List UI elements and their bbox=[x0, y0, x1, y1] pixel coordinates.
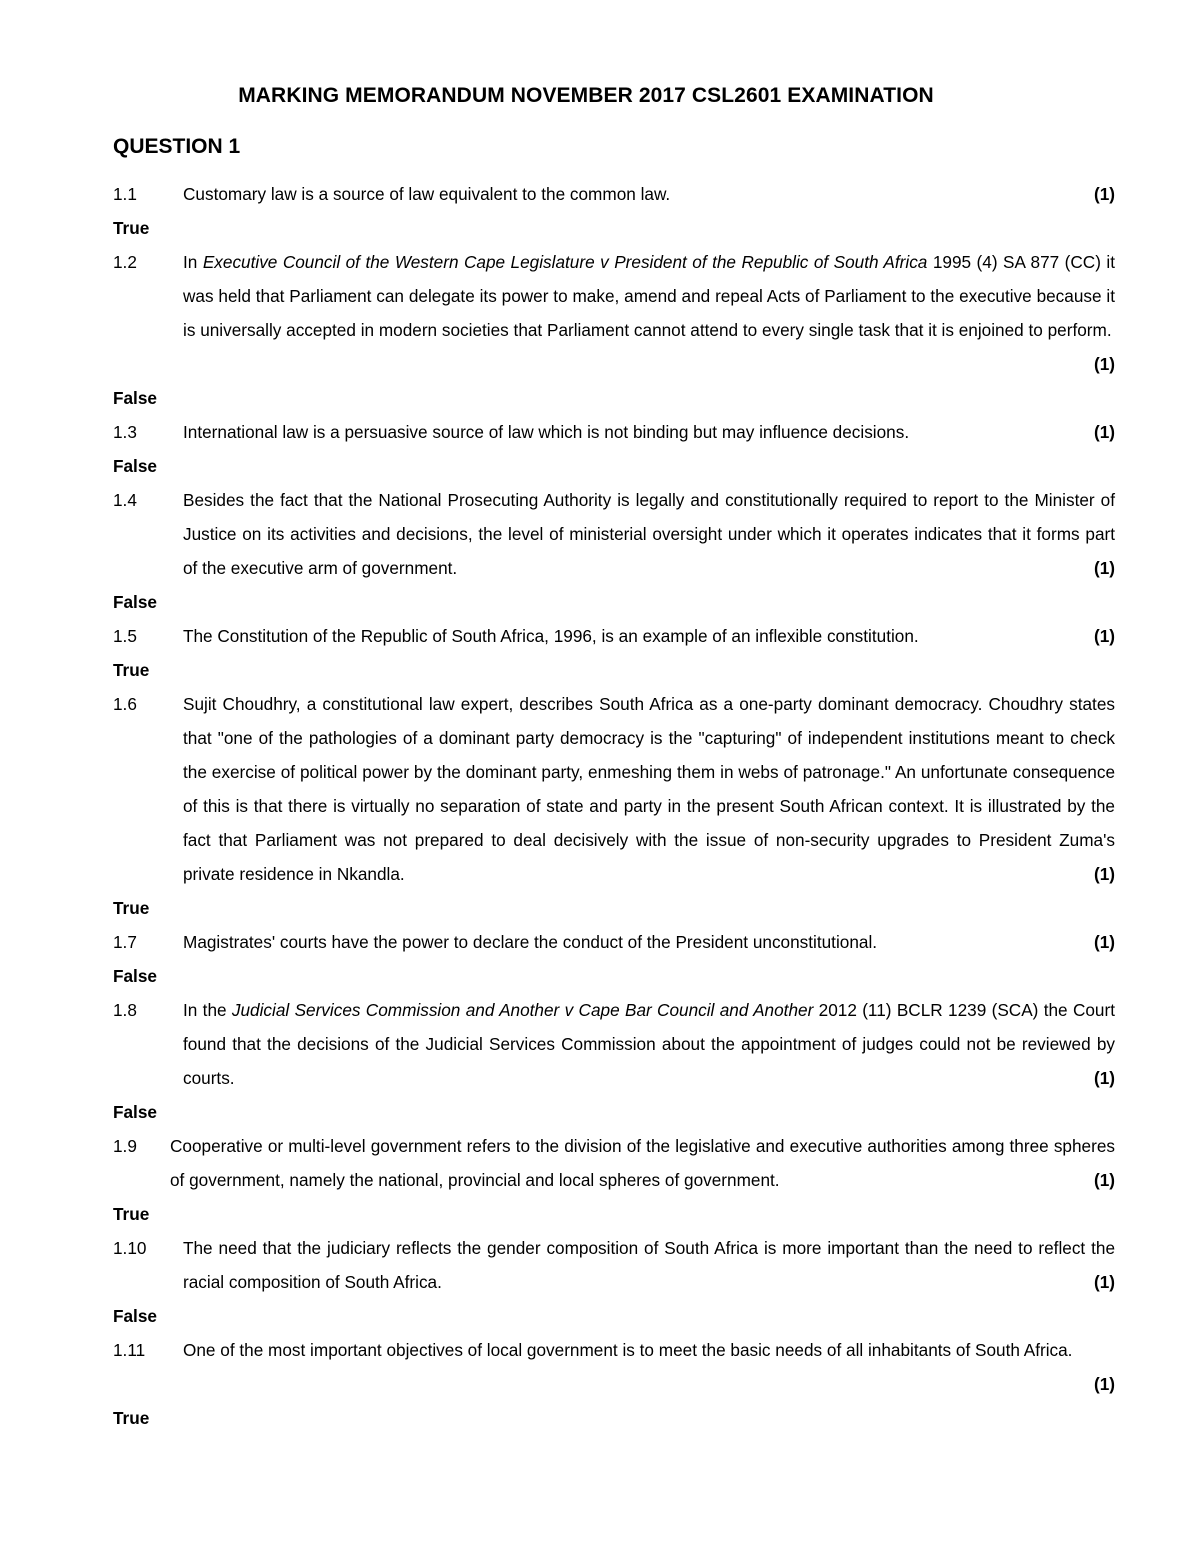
question-mark: (1) bbox=[1093, 558, 1115, 578]
case-name: Judicial Services Commission and Another v Cape Bar Council and Another bbox=[231, 1000, 814, 1020]
question-mark: (1) bbox=[1093, 932, 1115, 952]
question-number: 1.11 bbox=[113, 1340, 146, 1360]
question-text: Sujit Choudhry, a constitutional law expert, describes South Africa as a one-party dominant democracy. Choudhry states that "one of the pathologies of a dominant party democracy is the "capturing" of independent institutions meant to check the exercise of political power by the dominant party, enmeshing them in webs of patronage." An unfortunate consequence of this is that there is virtually no separation of state and party in the present South African context. It is illustrated by the fact that Parliament was not prepared to deal decisively with the issue of non-security upgrades to President Zuma's private residence in Nkandla. bbox=[183, 694, 1115, 884]
question-text-block bbox=[183, 925, 1115, 959]
question-text: International law is a persuasive source of law which is not binding but may influence decisions. bbox=[183, 422, 910, 442]
question-mark: (1) bbox=[1093, 1068, 1115, 1088]
question-text-block bbox=[183, 483, 1115, 585]
question-mark: (1) bbox=[1093, 184, 1115, 204]
question-text: One of the most important objectives of local government is to meet the basic needs of all inhabitants of South Africa. bbox=[183, 1340, 1073, 1360]
question-item bbox=[113, 619, 1115, 653]
question-text: The Constitution of the Republic of South Africa, 1996, is an example of an inflexible constitution. bbox=[183, 626, 919, 646]
section-heading: QUESTION 1 bbox=[113, 135, 241, 158]
question-item bbox=[113, 1129, 1115, 1197]
question-item bbox=[113, 1333, 1115, 1401]
question-text-block bbox=[183, 1333, 1115, 1401]
question-mark: (1) bbox=[1093, 1272, 1115, 1292]
question-number: 1.2 bbox=[113, 252, 137, 272]
question-number: 1.9 bbox=[113, 1136, 137, 1156]
answer-label: False bbox=[113, 592, 157, 612]
answer-label: False bbox=[113, 1102, 157, 1122]
question-list bbox=[113, 177, 1115, 1435]
answer-label: True bbox=[113, 1408, 150, 1428]
question-text-block bbox=[183, 993, 1115, 1095]
answer-label: False bbox=[113, 966, 157, 986]
question-mark: (1) bbox=[1093, 1374, 1115, 1394]
question-number: 1.6 bbox=[113, 694, 137, 714]
question-item bbox=[113, 177, 1115, 211]
question-mark: (1) bbox=[1093, 422, 1115, 442]
answer-label: True bbox=[113, 218, 150, 238]
question-text: Magistrates' courts have the power to declare the conduct of the President unconstitutional. bbox=[183, 932, 878, 952]
question-item bbox=[113, 993, 1115, 1095]
answer-label: False bbox=[113, 1306, 157, 1326]
question-text-block bbox=[183, 687, 1115, 891]
question-item bbox=[113, 483, 1115, 585]
case-name: Executive Council of the Western Cape Legislature v President of the Republic of South Africa bbox=[202, 252, 928, 272]
question-text: 1995 (4) SA 877 (CC) it was held that Parliament can delegate its power to make, amend and repeal Acts of Parliament to the executive because it is universally accepted in modern societies that Parliament cannot attend to every single task that it is enjoined to perform. bbox=[183, 252, 1116, 340]
question-text-block bbox=[183, 177, 1115, 211]
question-item bbox=[113, 245, 1115, 381]
question-text-block bbox=[183, 619, 1115, 653]
document-title: MARKING MEMORANDUM NOVEMBER 2017 CSL2601 EXAMINATION bbox=[238, 84, 934, 107]
question-mark: (1) bbox=[1093, 626, 1115, 646]
answer-label: True bbox=[113, 898, 150, 918]
question-text: In the bbox=[183, 1000, 232, 1020]
question-mark: (1) bbox=[1093, 864, 1115, 884]
question-mark: (1) bbox=[1093, 354, 1115, 374]
answer-label: False bbox=[113, 456, 157, 476]
question-text: In bbox=[183, 252, 203, 272]
question-number: 1.10 bbox=[113, 1238, 147, 1258]
question-number: 1.4 bbox=[113, 490, 137, 510]
question-text: Besides the fact that the National Prosecuting Authority is legally and constitutionally required to report to the Minister of Justice on its activities and decisions, the level of ministerial oversight under which it operates indicates that it forms part of the executive arm of government. bbox=[183, 490, 1115, 578]
question-number: 1.3 bbox=[113, 422, 137, 442]
question-text-block bbox=[170, 1129, 1115, 1197]
question-number: 1.8 bbox=[113, 1000, 137, 1020]
question-item bbox=[113, 415, 1115, 449]
question-text: The need that the judiciary reflects the gender composition of South Africa is more important than the need to reflect the racial composition of South Africa. bbox=[183, 1238, 1115, 1292]
answer-label: True bbox=[113, 660, 150, 680]
answer-label: True bbox=[113, 1204, 150, 1224]
question-number: 1.1 bbox=[113, 184, 137, 204]
question-text-block bbox=[183, 415, 1115, 449]
question-text: Cooperative or multi-level government refers to the division of the legislative and executive authorities among three spheres of government, namely the national, provincial and local spheres of government. bbox=[170, 1136, 1115, 1190]
answer-label: False bbox=[113, 388, 157, 408]
question-text-block bbox=[183, 1231, 1115, 1299]
question-item bbox=[113, 687, 1115, 891]
question-text: Customary law is a source of law equivalent to the common law. bbox=[183, 184, 671, 204]
question-number: 1.7 bbox=[113, 932, 137, 952]
question-item bbox=[113, 1231, 1115, 1299]
question-item bbox=[113, 925, 1115, 959]
question-text-block bbox=[183, 245, 1115, 381]
question-mark: (1) bbox=[1093, 1170, 1115, 1190]
question-number: 1.5 bbox=[113, 626, 137, 646]
question-text: 2012 (11) BCLR 1239 (SCA) the Court found that the decisions of the Judicial Services Commission about the appointment of judges could not be reviewed by courts. bbox=[183, 1000, 1115, 1088]
